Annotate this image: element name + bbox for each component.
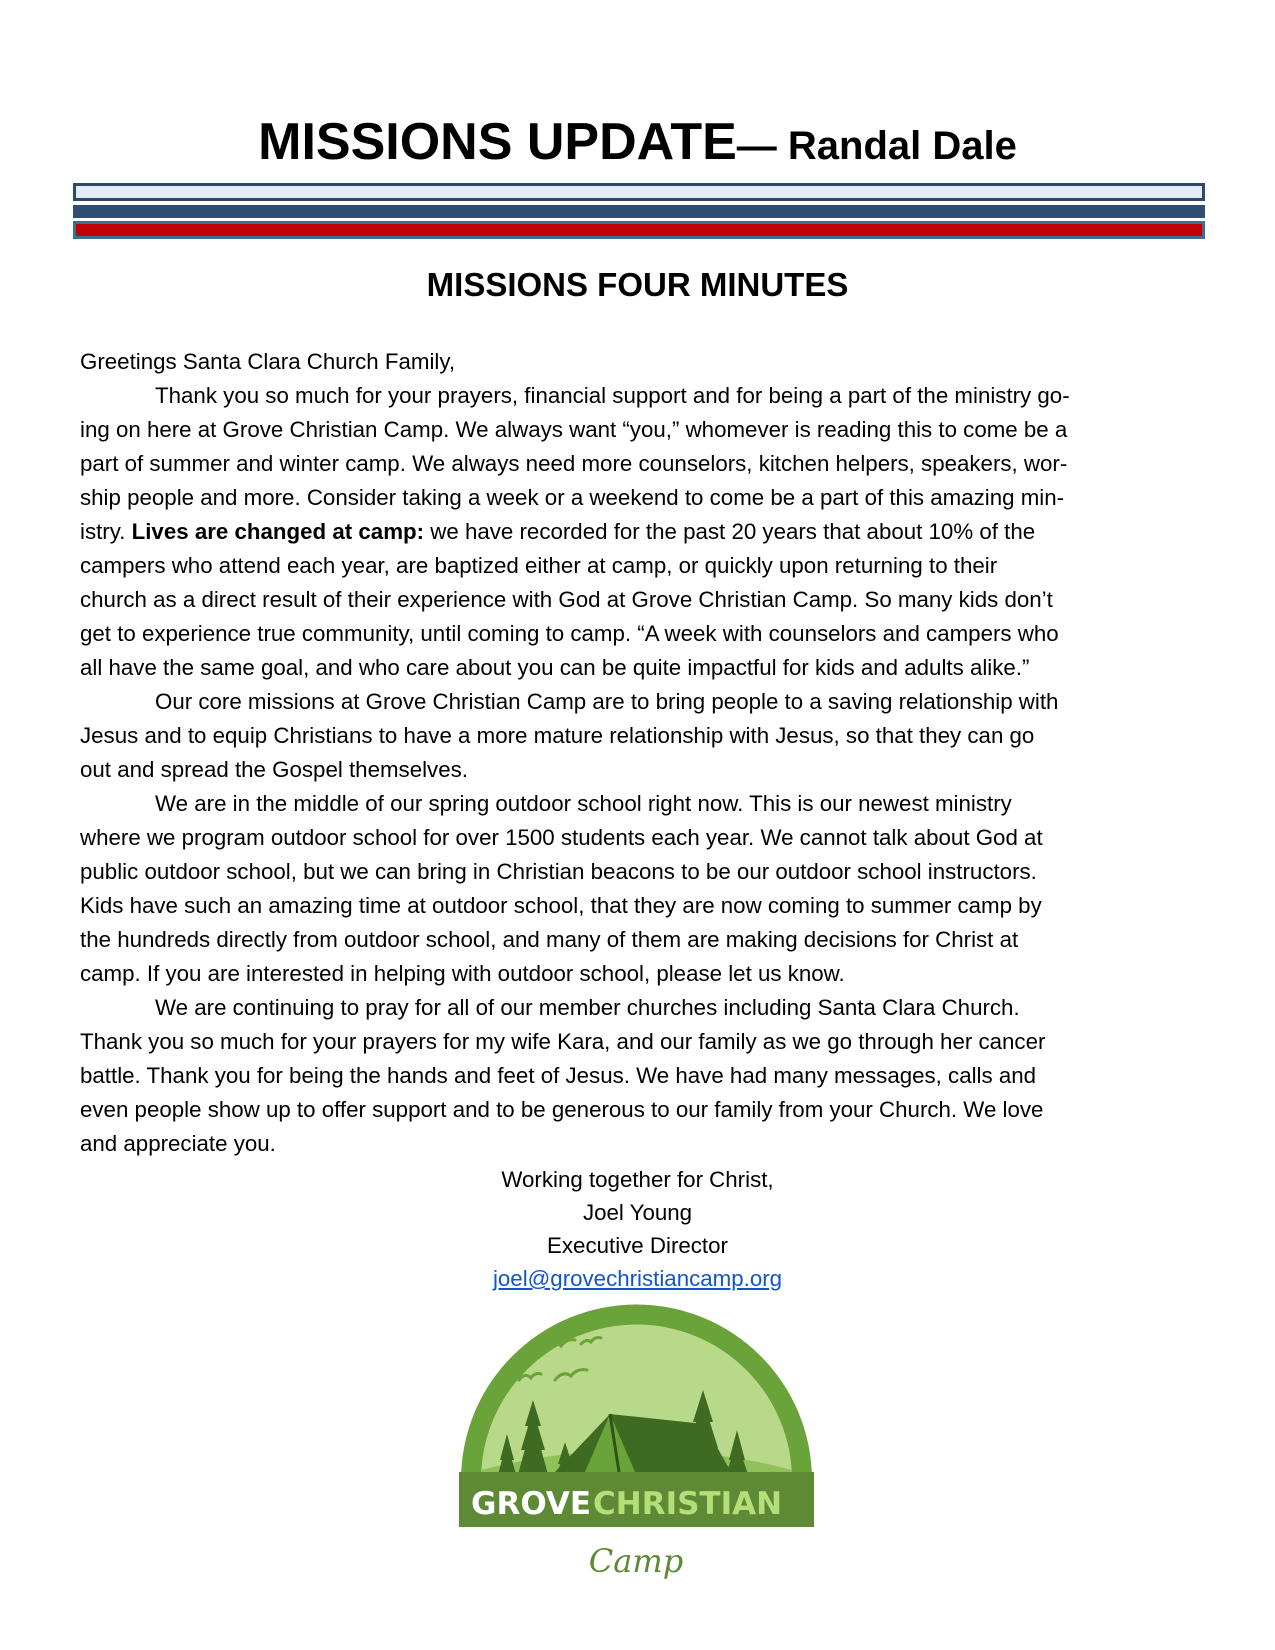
section-title: MISSIONS FOUR MINUTES (426, 266, 849, 303)
masthead (0, 112, 1275, 172)
paragraph-line: Thank you so much for your prayers, financial support and for being a part of the ministry go- (155, 383, 1070, 408)
signer-role: Executive Director (547, 1233, 728, 1258)
grove-christian-camp-logo (459, 1302, 814, 1586)
paragraph-line: Our core missions at Grove Christian Camp are to bring people to a saving relationship with (155, 689, 1059, 714)
email-link[interactable]: joel@grovechristiancamp.org (492, 1266, 783, 1291)
paragraph-line: Jesus and to equip Christians to have a more mature relationship with Jesus, so that they can go (80, 723, 1035, 748)
paragraph-line: even people show up to offer support and to be generous to our family from your Church. We love (80, 1097, 1044, 1122)
logo-word-camp: Camp (588, 1542, 684, 1580)
masthead-subtitle: — Randal Dale (736, 124, 1017, 168)
paragraph-line: all have the same goal, and who care about you can be quite impactful for kids and adults alike.” (80, 655, 1030, 680)
masthead-title: MISSIONS UPDATE (258, 113, 737, 171)
paragraph-line: public outdoor school, but we can bring in Christian beacons to be our outdoor school instructors. (80, 859, 1037, 884)
paragraph-line: istry. Lives are changed at camp: we have recorded for the past 20 years that about 10% of the (80, 519, 1036, 544)
paragraph-line: and appreciate you. (80, 1131, 276, 1156)
paragraph-line: Kids have such an amazing time at outdoor school, that they are now coming to summer camp by (80, 893, 1042, 918)
paragraph-line: We are in the middle of our spring outdoor school right now. This is our newest ministry (155, 791, 1012, 816)
paragraph-1 (80, 379, 1195, 685)
paragraph-4 (80, 991, 1195, 1161)
signer-name: Joel Young (582, 1200, 693, 1225)
paragraph-line: church as a direct result of their experience with God at Grove Christian Camp. So many kids don’t (80, 587, 1053, 612)
paragraph-line: out and spread the Gospel themselves. (80, 757, 468, 782)
paragraph-line: camp. If you are interested in helping with outdoor school, please let us know. (80, 961, 845, 986)
paragraph-line: part of summer and winter camp. We always need more counselors, kitchen helpers, speakers, wor- (80, 451, 1068, 476)
paragraph-line: Thank you so much for your prayers for my wife Kara, and our family as we go through her cancer (80, 1029, 1046, 1054)
rule-light (73, 183, 1205, 201)
signature-block (0, 1163, 1275, 1295)
paragraph-line: campers who attend each year, are baptized either at camp, or quickly upon returning to their (80, 553, 998, 578)
letter-body (80, 345, 1195, 1161)
paragraph-3 (80, 787, 1195, 991)
greeting: Greetings Santa Clara Church Family, (80, 349, 456, 374)
rule-red (73, 221, 1205, 239)
logo-word-grove: GROVE (471, 1486, 592, 1522)
paragraph-line: ing on here at Grove Christian Camp. We always want “you,” whomever is reading this to come be a (80, 417, 1068, 442)
paragraph-line: We are continuing to pray for all of our member churches including Santa Clara Church. (155, 995, 1020, 1020)
paragraph-line: get to experience true community, until coming to camp. “A week with counselors and campers who (80, 621, 1059, 646)
rule-navy (73, 205, 1205, 218)
logo-word-christian: CHRISTIAN (593, 1486, 783, 1522)
paragraph-line: battle. Thank you for being the hands and feet of Jesus. We have had many messages, calls and (80, 1063, 1037, 1088)
closing-line: Working together for Christ, (501, 1167, 774, 1192)
paragraph-line: where we program outdoor school for over 1500 students each year. We cannot talk about God at (80, 825, 1043, 850)
paragraph-2 (80, 685, 1195, 787)
paragraph-line: ship people and more. Consider taking a week or a weekend to come be a part of this amazing min- (80, 485, 1065, 510)
paragraph-line: the hundreds directly from outdoor school, and many of them are making decisions for Christ at (80, 927, 1019, 952)
emphasis-text: Lives are changed at camp: (131, 519, 425, 544)
